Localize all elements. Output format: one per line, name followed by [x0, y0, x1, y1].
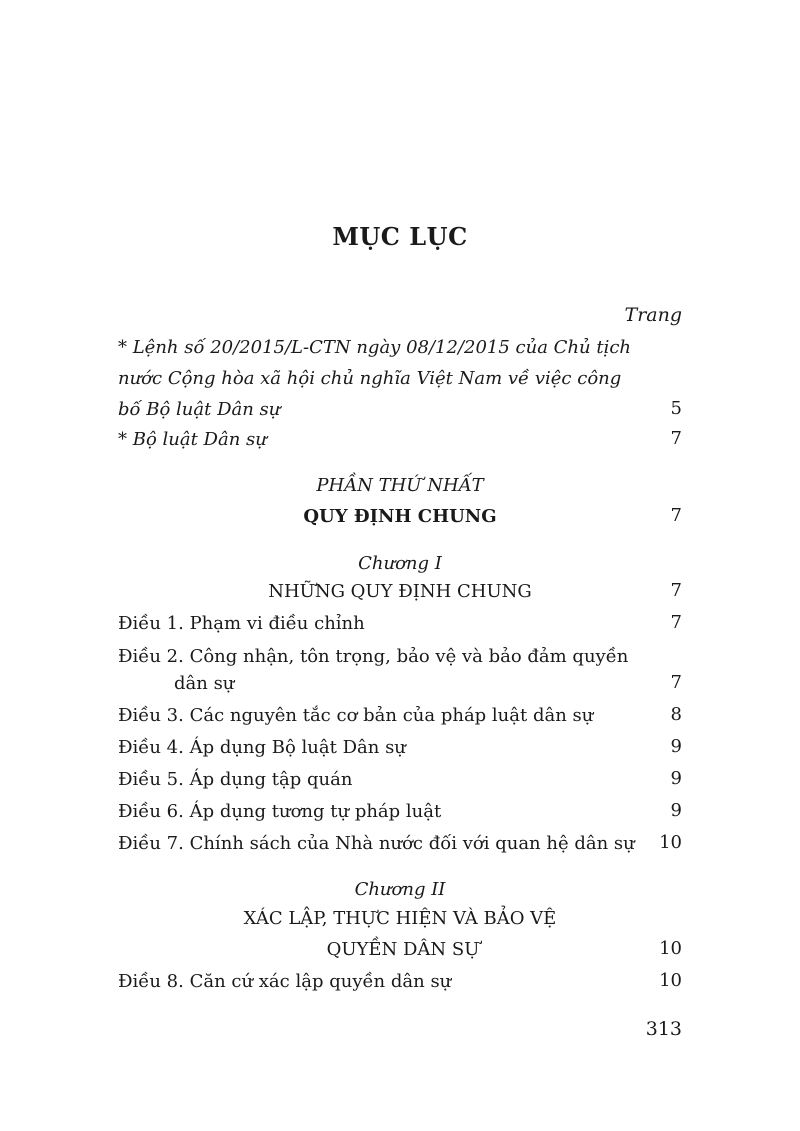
- toc-article-8-page: 10: [659, 970, 682, 991]
- toc-article-6: Điều 6. Áp dụng tương tự pháp luật: [118, 801, 442, 822]
- toc-entry-order-line1: * Lệnh số 20/2015/L-CTN ngày 08/12/2015 của Chủ tịch: [118, 337, 632, 358]
- chapter2-label: Chương II: [354, 879, 446, 900]
- toc-article-2: Điều 2. Công nhận, tôn trọng, bảo vệ và bảo đảm quyền: [118, 646, 629, 667]
- toc-entry-order-line3: bố Bộ luật Dân sự: [118, 399, 281, 420]
- part-label: PHẦN THỨ NHẤT: [316, 475, 484, 496]
- toc-entry-code: * Bộ luật Dân sự: [118, 429, 267, 450]
- toc-article-1: Điều 1. Phạm vi điều chỉnh: [118, 613, 365, 634]
- page-column-header: Trang: [624, 304, 682, 326]
- toc-entry-order-line2: nước Cộng hòa xã hội chủ nghĩa Việt Nam về việc công: [118, 368, 622, 389]
- page-number: 313: [645, 1018, 682, 1040]
- toc-article-6-page: 9: [670, 800, 682, 821]
- toc-article-1-page: 7: [670, 612, 682, 633]
- chapter2-page: 10: [659, 938, 682, 959]
- toc-article-7-page: 10: [659, 832, 682, 853]
- toc-article-4: Điều 4. Áp dụng Bộ luật Dân sự: [118, 737, 406, 758]
- toc-article-2-page: 7: [670, 672, 682, 693]
- chapter1-title: NHỮNG QUY ĐỊNH CHUNG: [268, 581, 532, 602]
- toc-entry-code-page: 7: [670, 428, 682, 449]
- toc-article-4-page: 9: [670, 736, 682, 757]
- chapter2-title-line2: QUYỀN DÂN SỰ: [326, 939, 480, 960]
- toc-article-2-cont: dân sự: [174, 673, 235, 694]
- toc-article-7: Điều 7. Chính sách của Nhà nước đối với quan hệ dân sự: [118, 833, 635, 854]
- part-title: QUY ĐỊNH CHUNG: [303, 506, 497, 527]
- toc-article-5: Điều 5. Áp dụng tập quán: [118, 769, 353, 790]
- toc-article-3-page: 8: [670, 704, 682, 725]
- chapter1-page: 7: [670, 580, 682, 601]
- chapter2-title-line1: XÁC LẬP, THỰC HIỆN VÀ BẢO VỆ: [243, 908, 557, 929]
- chapter1-label: Chương I: [358, 553, 442, 574]
- toc-article-3: Điều 3. Các nguyên tắc cơ bản của pháp luật dân sự: [118, 705, 594, 726]
- part-page: 7: [670, 505, 682, 526]
- toc-article-5-page: 9: [670, 768, 682, 789]
- toc-entry-order-page: 5: [670, 398, 682, 419]
- page-title: MỤC LỤC: [332, 222, 468, 251]
- toc-article-8: Điều 8. Căn cứ xác lập quyền dân sự: [118, 971, 452, 992]
